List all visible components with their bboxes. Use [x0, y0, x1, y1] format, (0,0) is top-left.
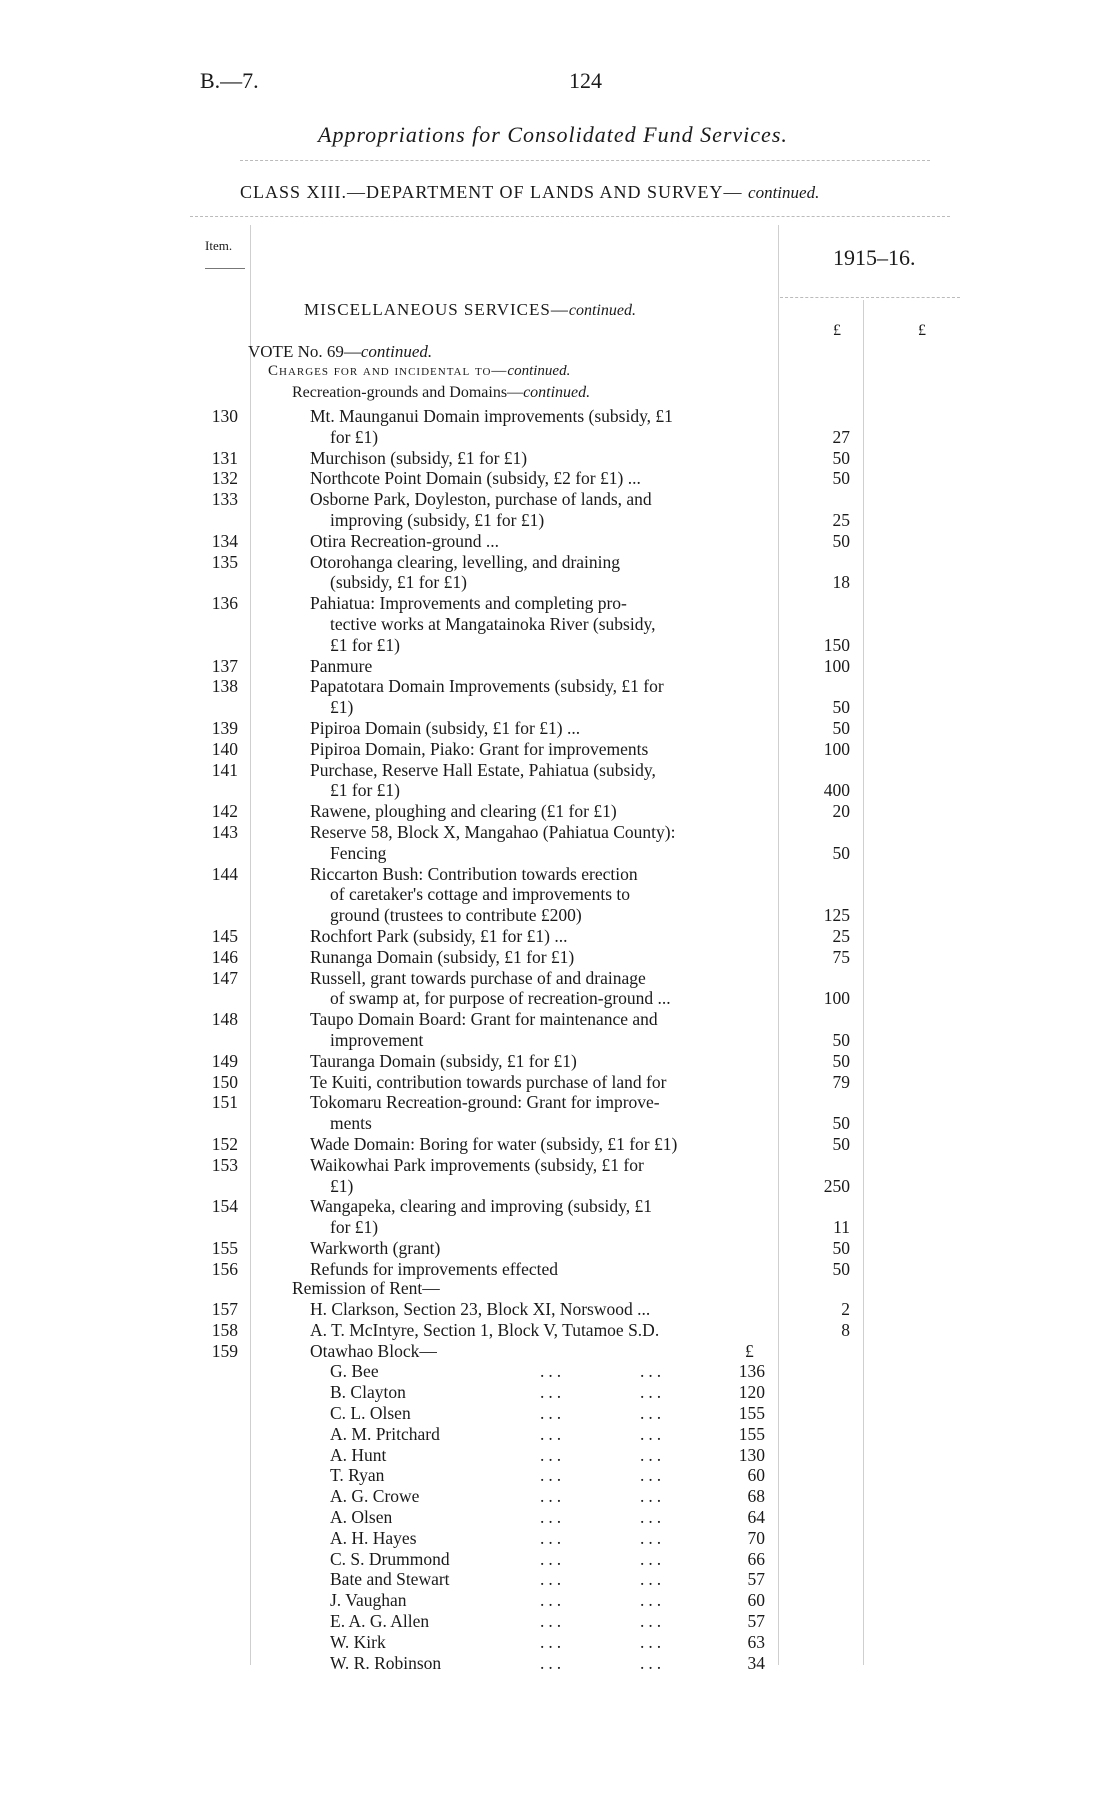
item-amount: 50 [832, 1050, 850, 1071]
item-number: 137 [211, 655, 238, 676]
subsection-heading [292, 384, 590, 402]
item-amount: 100 [823, 738, 850, 759]
header-rule [240, 160, 930, 161]
subsection-heading-suffix: continued. [523, 384, 591, 401]
item-description-line: Pahiatua: Improvements and completing pro- [310, 593, 627, 614]
item-column-rule [250, 225, 251, 1665]
item-description-line: Murchison (subsidy, £1 for £1) [310, 447, 528, 468]
item-number: 135 [211, 551, 238, 572]
item-number: 139 [211, 718, 238, 738]
lessee-name: C. S. Drummond [330, 1548, 450, 1569]
item-number: 159 [211, 1340, 238, 1361]
item-description-line: Purchase, Reserve Hall Estate, Pahiatua (subsidy, [310, 759, 656, 780]
leader-dots: ... [540, 1423, 566, 1444]
subsection-heading-text: Recreation-grounds and Domains— [292, 384, 524, 401]
page-number: 124 [569, 68, 602, 93]
lessee-amount: 60 [747, 1465, 765, 1486]
item-number: 149 [211, 1050, 238, 1071]
item-description-line: £1) [330, 1175, 354, 1196]
item-number: 145 [211, 926, 238, 946]
section-heading-text: MISCELLANEOUS SERVICES— [304, 300, 569, 319]
lessee-name: A. Olsen [330, 1507, 393, 1527]
lessee-amount: 60 [747, 1590, 765, 1611]
leader-dots: ... [640, 1611, 666, 1631]
item-amount: 75 [832, 946, 850, 967]
lessee-amount: 64 [747, 1507, 765, 1527]
section-heading [304, 300, 636, 320]
section-heading-suffix: continued. [568, 302, 636, 319]
charges-heading-text: Charges for and incidental to— [268, 363, 508, 379]
lessee-amount: 34 [747, 1652, 765, 1673]
leader-dots: ... [640, 1631, 666, 1652]
leader-dots: ... [540, 1382, 566, 1403]
leader-dots: ... [540, 1403, 566, 1423]
leader-dots: ... [540, 1465, 566, 1486]
item-description-line: Northcote Point Domain (subsidy, £2 for £1) ... [310, 468, 641, 489]
leader-dots: ... [640, 1548, 666, 1569]
item-amount: 100 [823, 655, 850, 676]
leader-dots: ... [640, 1382, 666, 1403]
lessee-amount: 68 [747, 1486, 765, 1507]
item-description-line: Taupo Domain Board: Grant for maintenance and [310, 1009, 658, 1030]
leader-dots: ... [640, 1486, 666, 1507]
amount-column-rule-2 [863, 300, 864, 1665]
pound-column-a: £ [833, 322, 841, 339]
lessee-name: A. Hunt [330, 1444, 387, 1465]
item-description-line: Runanga Domain (subsidy, £1 for £1) [310, 946, 575, 967]
remission-amount: 2 [841, 1299, 850, 1319]
item-amount: 50 [832, 1134, 850, 1154]
leader-dots: ... [540, 1569, 566, 1590]
item-amount: 50 [832, 1113, 850, 1134]
item-number: 158 [211, 1319, 238, 1340]
item-description-line: ments [330, 1113, 372, 1134]
item-description-line: Osborne Park, Doyleston, purchase of lands, and [310, 489, 652, 510]
item-description-line: tective works at Mangatainoka River (subsidy, [330, 613, 656, 634]
otawhao-pound: £ [745, 1340, 754, 1361]
item-number: 138 [211, 676, 238, 697]
item-number: 153 [211, 1154, 238, 1175]
pound-column-b: £ [918, 322, 926, 339]
leader-dots: ... [640, 1444, 666, 1465]
lessee-amount: 57 [747, 1569, 765, 1590]
item-number: 132 [211, 468, 238, 489]
class-title-suffix: continued. [748, 183, 820, 202]
item-description-line: Mt. Maunganui Domain improvements (subsidy, £1 [310, 406, 673, 426]
item-number: 152 [211, 1134, 238, 1154]
item-amount: 50 [832, 1029, 850, 1050]
item-number: 134 [211, 530, 238, 551]
item-description-line: Wade Domain: Boring for water (subsidy, £1 for £1) [310, 1134, 678, 1154]
item-description-line: of swamp at, for purpose of recreation-ground ... [330, 988, 671, 1009]
item-amount: 50 [832, 530, 850, 551]
item-amount: 79 [832, 1071, 850, 1092]
item-amount: 50 [832, 468, 850, 489]
amount-column-rule [778, 225, 779, 1665]
leader-dots: ... [540, 1652, 566, 1673]
item-description-line: £1 for £1) [330, 780, 400, 801]
item-description-line: ground (trustees to contribute £200) [330, 905, 582, 926]
lessee-amount: 130 [738, 1444, 765, 1465]
lessee-amount: 155 [738, 1403, 765, 1423]
remission-description: A. T. McIntyre, Section 1, Block V, Tutamoe S.D. [310, 1319, 660, 1340]
item-description-line: of caretaker's cottage and improvements to [330, 884, 631, 905]
item-amount: 18 [832, 572, 850, 593]
lessee-amount: 66 [747, 1548, 765, 1569]
item-column-header: Item. [205, 238, 233, 253]
year-column-header: 1915–16. [833, 245, 916, 270]
item-description-line: £1 for £1) [330, 634, 400, 655]
leader-dots: ... [640, 1423, 666, 1444]
item-amount: 50 [832, 718, 850, 738]
document-code: B.—7. [200, 68, 259, 93]
leader-dots: ... [540, 1631, 566, 1652]
item-amount: 20 [832, 801, 850, 822]
item-description-line: Pipiroa Domain (subsidy, £1 for £1) ... [310, 718, 581, 738]
item-description-line: Te Kuiti, contribution towards purchase of land for [310, 1071, 667, 1092]
lessee-name: G. Bee [330, 1361, 379, 1382]
item-number: 148 [211, 1009, 238, 1030]
item-description-line: Papatotara Domain Improvements (subsidy, £1 for [310, 676, 664, 697]
item-number: 146 [211, 946, 238, 967]
otawhao-heading: Otawhao Block— [310, 1340, 437, 1361]
item-number: 156 [211, 1258, 238, 1279]
leader-dots: ... [640, 1569, 666, 1590]
item-amount: 11 [833, 1217, 850, 1238]
leader-dots: ... [540, 1527, 566, 1548]
lessee-amount: 155 [738, 1423, 765, 1444]
item-number: 143 [211, 822, 238, 842]
remission-description: H. Clarkson, Section 23, Block XI, Norswood ... [310, 1299, 651, 1319]
page-title: Appropriations for Consolidated Fund Services. [318, 122, 788, 147]
item-description-line: Tauranga Domain (subsidy, £1 for £1) [310, 1050, 577, 1071]
item-description-line: Warkworth (grant) [310, 1238, 441, 1258]
item-amount: 50 [832, 447, 850, 468]
item-amount: 50 [832, 1238, 850, 1258]
leader-dots: ... [540, 1548, 566, 1569]
item-amount: 25 [832, 509, 850, 530]
vote-heading-text: VOTE No. 69— [248, 342, 361, 361]
lessee-name: B. Clayton [330, 1382, 406, 1403]
item-description-line: Wangapeka, clearing and improving (subsidy, £1 [310, 1196, 653, 1217]
class-title [240, 182, 819, 203]
item-description-line: Russell, grant towards purchase of and drainage [310, 967, 646, 988]
item-number: 140 [211, 738, 238, 759]
class-rule [190, 216, 950, 217]
item-number: 147 [211, 967, 238, 988]
item-amount: 400 [823, 780, 850, 801]
item-description-line: £1) [330, 697, 354, 718]
leader-dots: ... [640, 1507, 666, 1527]
remission-heading: Remission of Rent— [292, 1278, 440, 1298]
item-description-line: Rawene, ploughing and clearing (£1 for £1) [310, 801, 617, 822]
vote-heading [248, 342, 432, 362]
item-amount: 50 [832, 842, 850, 863]
class-title-text: CLASS XIII.—DEPARTMENT OF LANDS AND SURVEY— [240, 182, 743, 202]
item-number: 136 [211, 593, 238, 614]
item-number: 130 [211, 406, 238, 426]
item-header-underline [205, 268, 245, 269]
item-description-line: improving (subsidy, £1 for £1) [330, 509, 545, 530]
item-amount: 50 [832, 697, 850, 718]
item-description-line: improvement [330, 1029, 424, 1050]
charges-heading [268, 363, 570, 380]
lessee-name: A. H. Hayes [330, 1527, 417, 1548]
item-number: 154 [211, 1196, 238, 1217]
item-description-line: Refunds for improvements effected [310, 1258, 558, 1279]
lessee-amount: 120 [738, 1382, 765, 1403]
leader-dots: ... [640, 1590, 666, 1611]
item-number: 150 [211, 1071, 238, 1092]
item-amount: 50 [832, 1258, 850, 1279]
item-number: 141 [211, 759, 238, 780]
item-description-line: Pipiroa Domain, Piako: Grant for improvements [310, 738, 649, 759]
item-description-line: (subsidy, £1 for £1) [330, 572, 467, 593]
lessee-name: Bate and Stewart [330, 1569, 450, 1590]
lessee-name: A. G. Crowe [330, 1486, 420, 1507]
leader-dots: ... [640, 1652, 666, 1673]
leader-dots: ... [540, 1590, 566, 1611]
item-amount: 250 [823, 1175, 850, 1196]
year-rule [780, 297, 960, 298]
item-number: 133 [211, 489, 238, 510]
leader-dots: ... [540, 1444, 566, 1465]
leader-dots: ... [540, 1361, 566, 1382]
leader-dots: ... [640, 1361, 666, 1382]
lessee-amount: 70 [747, 1527, 765, 1548]
item-amount: 150 [823, 634, 850, 655]
leader-dots: ... [640, 1527, 666, 1548]
lessee-name: A. M. Pritchard [330, 1423, 440, 1444]
leader-dots: ... [640, 1465, 666, 1486]
item-description-line: Otorohanga clearing, levelling, and draining [310, 551, 621, 572]
item-description-line: Waikowhai Park improvements (subsidy, £1 for [310, 1154, 644, 1175]
lessee-amount: 136 [738, 1361, 765, 1382]
item-description-line: Riccarton Bush: Contribution towards erection [310, 863, 638, 884]
item-amount: 27 [832, 426, 850, 447]
item-amount: 100 [823, 988, 850, 1009]
item-description-line: Fencing [330, 842, 387, 863]
vote-heading-suffix: continued. [360, 342, 433, 361]
lessee-name: E. A. G. Allen [330, 1611, 430, 1631]
item-description-line: Rochfort Park (subsidy, £1 for £1) ... [310, 926, 568, 946]
leader-dots: ... [540, 1611, 566, 1631]
item-description-line: for £1) [330, 1217, 379, 1238]
lessee-name: C. L. Olsen [330, 1403, 411, 1423]
item-amount: 125 [823, 905, 850, 926]
item-number: 142 [211, 801, 238, 822]
leader-dots: ... [540, 1486, 566, 1507]
leader-dots: ... [540, 1507, 566, 1527]
lessee-name: W. R. Robinson [330, 1652, 442, 1673]
item-number: 157 [211, 1299, 238, 1319]
item-number: 144 [211, 863, 238, 884]
lessee-name: J. Vaughan [330, 1590, 407, 1611]
remission-amount: 8 [841, 1319, 850, 1340]
item-description-line: Panmure [310, 655, 373, 676]
lessee-name: T. Ryan [330, 1465, 385, 1486]
item-description-line: for £1) [330, 426, 379, 447]
charges-heading-suffix: continued. [507, 363, 571, 379]
lessee-name: W. Kirk [330, 1631, 386, 1652]
item-description-line: Otira Recreation-ground ... [310, 530, 500, 551]
item-number: 155 [211, 1238, 238, 1258]
lessee-amount: 57 [747, 1611, 765, 1631]
item-number: 151 [211, 1092, 238, 1113]
item-amount: 25 [832, 926, 850, 946]
lessee-amount: 63 [747, 1631, 765, 1652]
item-number: 131 [211, 447, 238, 468]
item-description-line: Reserve 58, Block X, Mangahao (Pahiatua County): [310, 822, 676, 842]
item-description-line: Tokomaru Recreation-ground: Grant for improve- [310, 1092, 660, 1113]
leader-dots: ... [640, 1403, 666, 1423]
